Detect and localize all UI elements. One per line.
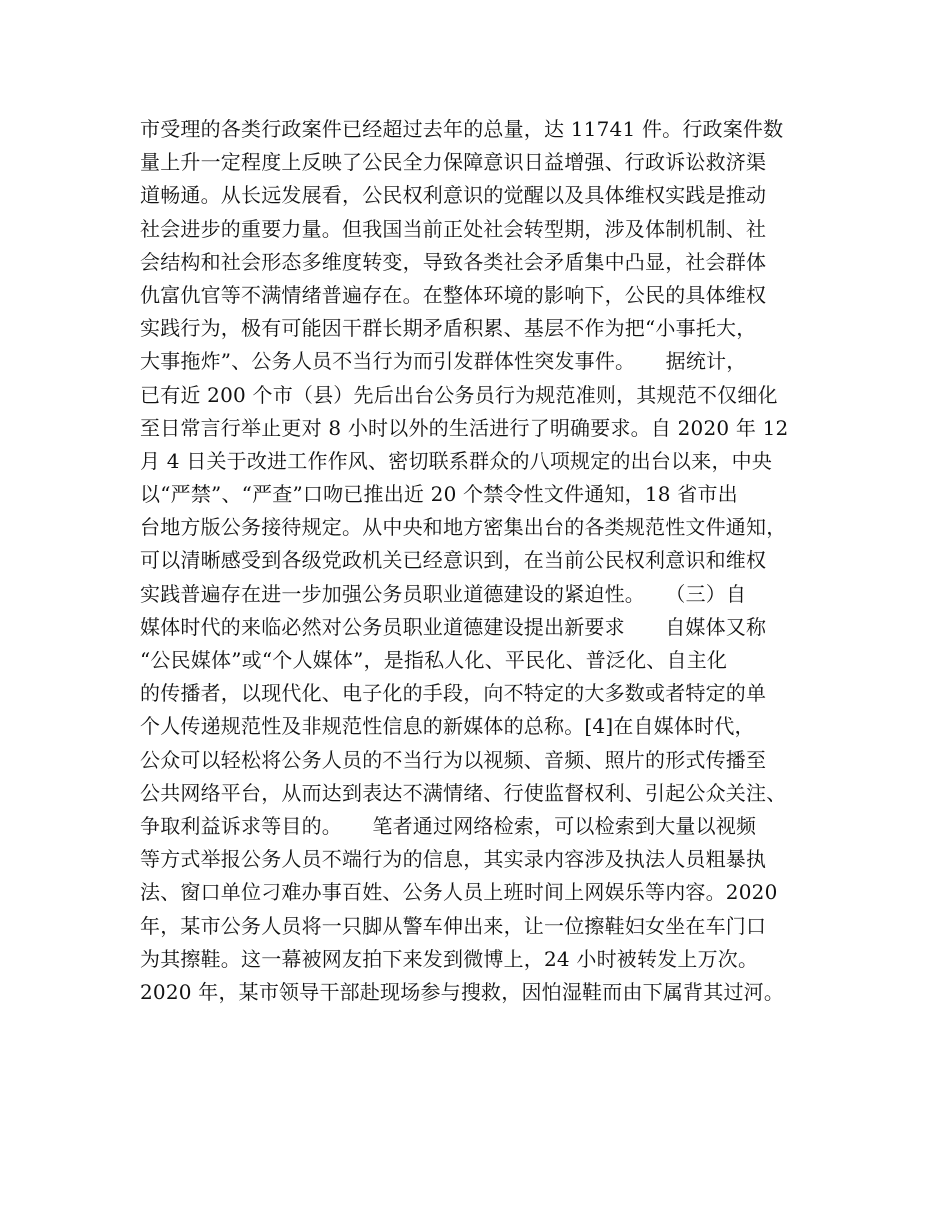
text-line: 月 4 日关于改进工作作风、密切联系群众的八项规定的出台以来，中央 [140, 448, 773, 473]
text-line: 的传播者，以现代化、电子化的手段，向不特定的大多数或者特定的单 [140, 681, 767, 706]
text-line: 媒体时代的来临必然对公务员职业道德建设提出新要求 自媒体又称 [140, 614, 767, 639]
text-line: 个人传递规范性及非规范性信息的新媒体的总称。[4]在自媒体时代， [140, 714, 755, 739]
text-line: 以“严禁”、“严查”口吻已推出近 20 个禁令性文件通知，18 省市出 [140, 482, 738, 507]
text-line: 等方式举报公务人员不端行为的信息，其实录内容涉及执法人员粗暴执 [140, 847, 767, 872]
text-line: 道畅通。从长远发展看，公民权利意识的觉醒以及具体维权实践是推动 [140, 183, 767, 208]
text-line: 年，某市公务人员将一只脚从警车伸出来，让一位擦鞋妇女坐在车门口 [140, 913, 767, 938]
text-line: 法、窗口单位刁难办事百姓、公务人员上班时间上网娱乐等内容。2020 [140, 880, 778, 905]
text-line: 公众可以轻松将公务人员的不当行为以视频、音频、照片的形式传播至 [140, 747, 767, 772]
text-line: 可以清晰感受到各级党政机关已经意识到，在当前公民权利意识和维权 [140, 548, 767, 573]
text-line: 量上升一定程度上反映了公民全力保障意识日益增强、行政诉讼救济渠 [140, 150, 767, 175]
text-line: 大事拖炸”、公务人员不当行为而引发群体性突发事件。 据统计， [140, 349, 747, 374]
text-line: 台地方版公务接待规定。从中央和地方密集出台的各类规范性文件通知， [140, 515, 787, 540]
text-line: 实践普遍存在进一步加强公务员职业道德建设的紧迫性。 （三）自 [140, 581, 747, 606]
text-line: 争取利益诉求等目的。 笔者通过网络检索，可以检索到大量以视频 [140, 813, 757, 838]
text-line: “公民媒体”或“个人媒体”，是指私人化、平民化、普泛化、自主化 [140, 648, 728, 672]
text-line: 已有近 200 个市（县）先后出台公务员行为规范准则，其规范不仅细化 [140, 382, 778, 407]
text-line: 社会进步的重要力量。但我国当前正处社会转型期，涉及体制机制、社 [140, 216, 767, 241]
text-line: 为其擦鞋。这一幕被网友拍下来发到微博上，24 小时被转发上万次。 [140, 946, 759, 971]
body-text [140, 113, 830, 1009]
text-line: 市受理的各类行政案件已经超过去年的总量，达 11741 件。行政案件数 [140, 117, 784, 141]
text-line: 公共网络平台，从而达到表达不满情绪、行使监督权利、引起公众关注、 [140, 780, 787, 805]
text-line: 会结构和社会形态多维度转变，导致各类社会矛盾集中凸显，社会群体 [140, 249, 767, 274]
text-line: 实践行为，极有可能因干群长期矛盾积累、基层不作为把“小事托大， [140, 316, 757, 341]
text-line: 至日常言行举止更对 8 小时以外的生活进行了明确要求。自 2020 年 12 [140, 415, 789, 440]
text-line: 2020 年，某市领导干部赴现场参与搜救，因怕湿鞋而由下属背其过河。 [140, 979, 785, 1004]
text-line: 仇富仇官等不满情绪普遍存在。在整体环境的影响下，公民的具体维权 [140, 282, 767, 307]
